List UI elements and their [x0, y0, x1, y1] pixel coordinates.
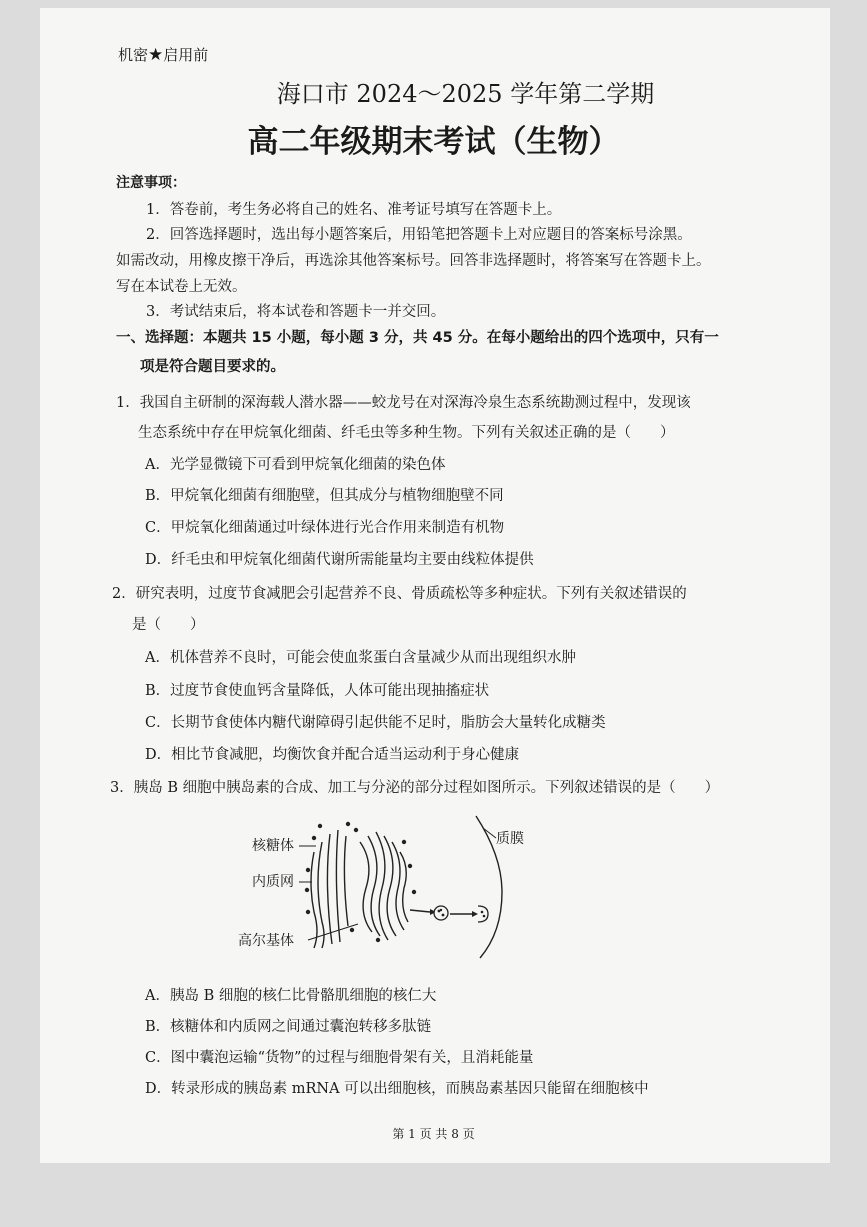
before-use-label: 启用前	[163, 46, 209, 64]
note-1: 1．答卷前，考生务必将自己的姓名、准考证号填写在答题卡上。	[146, 202, 562, 218]
question-2-option-c: C．长期节食使体内糖代谢障碍引起供能不足时，脂肪会大量转化成糖类	[145, 715, 606, 731]
section-1-heading-cont: 项是符合题目要求的。	[140, 359, 285, 375]
membrane-label: 质膜	[496, 831, 524, 847]
confidential-mark	[118, 44, 208, 65]
question-3-option-b: B．核糖体和内质网之间通过囊泡转移多肽链	[145, 1019, 432, 1035]
note-2-line-1: 2．回答选择题时，选出每小题答案后，用铅笔把答题卡上对应题目的答案标号涂黑。	[146, 227, 692, 243]
insulin-secretion-figure	[228, 812, 558, 962]
golgi-label: 高尔基体	[238, 933, 294, 949]
question-1-option-c: C．甲烷氧化细菌通过叶绿体进行光合作用来制造有机物	[145, 520, 505, 536]
note-2-line-2: 如需改动，用橡皮擦干净后，再选涂其他答案标号。回答非选择题时，将答案写在答题卡上。	[116, 253, 711, 269]
notes-heading: 注意事项：	[116, 175, 186, 191]
question-1-option-a: A．光学显微镜下可看到甲烷氧化细菌的染色体	[145, 457, 446, 473]
question-3-option-a: A．胰岛 B 细胞的核仁比骨骼肌细胞的核仁大	[145, 988, 437, 1004]
question-2-option-d: D．相比节食减肥，均衡饮食并配合适当运动利于身心健康	[145, 747, 520, 763]
note-2-line-3: 写在本试卷上无效。	[116, 279, 247, 295]
exam-title: 高二年级期末考试（生物）	[247, 124, 620, 160]
exam-term-title	[0, 74, 867, 109]
question-2-option-a: A．机体营养不良时，可能会使血浆蛋白含量减少从而出现组织水肿	[145, 650, 576, 666]
confidential-label: 机密	[118, 46, 149, 64]
question-3-option-c: C．图中囊泡运输“货物”的过程与细胞骨架有关，且消耗能量	[145, 1050, 534, 1066]
star-icon: ★	[148, 45, 164, 65]
er-membrane	[311, 852, 317, 948]
question-3-stem: 3．胰岛 B 细胞中胰岛素的合成、加工与分泌的部分过程如图所示。下列叙述错误的是（ ）	[110, 780, 720, 796]
ribosome-label: 核糖体	[252, 838, 294, 854]
question-2-stem: 2．研究表明，过度节食减肥会引起营养不良、骨质疏松等多种症状。下列有关叙述错误的	[112, 586, 687, 602]
question-1-stem-cont: 生态系统中存在甲烷氧化细菌、纤毛虫等多种生物。下列有关叙述正确的是（ ）	[138, 425, 675, 441]
question-3-option-d: D．转录形成的胰岛素 mRNA 可以出细胞核，而胰岛素基因只能留在细胞核中	[145, 1081, 649, 1097]
er-label: 内质网	[252, 874, 294, 890]
question-1-stem: 1．我国自主研制的深海载人潜水器——蛟龙号在对深海冷泉生态系统勘测过程中，发现该	[116, 395, 691, 411]
exam-term-title-text: 海口市 2024～2025 学年第二学期	[276, 80, 655, 108]
question-1-option-d: D．纤毛虫和甲烷氧化细菌代谢所需能量均主要由线粒体提供	[145, 552, 534, 568]
page-footer: 第 1 页 共 8 页	[392, 1127, 475, 1141]
question-2-option-b: B．过度节食使血钙含量降低，人体可能出现抽搐症状	[145, 683, 490, 699]
golgi-membrane	[360, 842, 372, 932]
vesicle	[434, 906, 448, 920]
question-1-option-b: B．甲烷氧化细菌有细胞壁，但其成分与植物细胞壁不同	[145, 488, 504, 504]
note-3: 3．考试结束后，将本试卷和答题卡一并交回。	[146, 304, 446, 320]
question-2-stem-cont: 是（ ）	[132, 617, 205, 633]
section-1-heading: 一、选择题：本题共 15 小题，每小题 3 分，共 45 分。在每小题给出的四个选项中，只有一	[116, 330, 719, 346]
